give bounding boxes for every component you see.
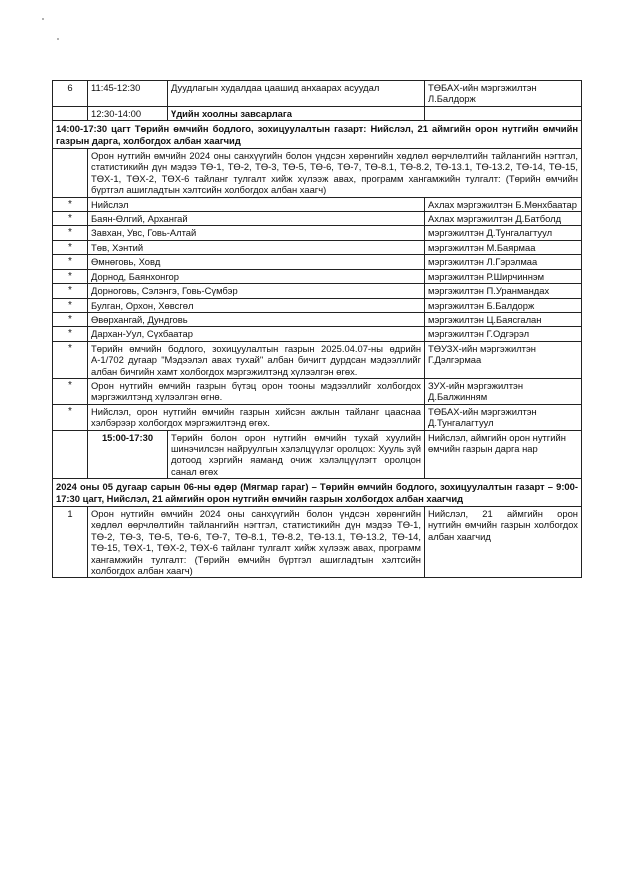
table-row: [53, 298, 582, 312]
time-cell: 11:45-12:30: [88, 81, 168, 107]
speaker-cell: мэргэжилтэн Б.Балдорж: [425, 298, 582, 312]
region-name: Өвөрхангай, Дундговь: [88, 312, 425, 326]
empty-cell: [53, 106, 88, 120]
table-row: [53, 269, 582, 283]
bullet-marker: *: [53, 341, 88, 378]
task-description: Орон нутгийн өмчийн 2024 оны санхүүгийн болон үндсэн хөрөнгийн хөдлөл өөрчлөлтийн тайлангийн нэгтгэл, статистикийн дүн мэдээ ТӨ-1, ТӨ-2, ТӨ-3, ТӨ-5, ТӨ-6, ТӨ-7, ТӨ-8.1, ТӨ-8.2, ТӨ-13.1, ТӨ-13.2, ТӨ-14, ТӨ-15, ТӨХ-1, ТӨХ-2, ТӨХ-6 тайланг тулгалт хийж хүлээж авах, программ хангамжийн тулгалт: (Төрийн өмчийн бүртгэл ашигладтын хэлтсийн холбогдох албан хаагч): [88, 507, 425, 578]
empty-cell: [425, 106, 582, 120]
region-name: Баян-Өлгий, Архангай: [88, 212, 425, 226]
schedule-table: [52, 80, 582, 578]
region-name: Дархан-Уул, Сүхбаатар: [88, 327, 425, 341]
table-row: [53, 226, 582, 240]
table-row: [53, 255, 582, 269]
scan-speck: [57, 38, 59, 40]
region-name: Булган, Орхон, Хөвсгөл: [88, 298, 425, 312]
bullet-marker: *: [53, 284, 88, 298]
speaker-cell: Нийслэл, аймгийн орон нутгийн өмчийн газрын дарга нар: [425, 430, 582, 479]
region-name: Завхан, Увс, Говь-Алтай: [88, 226, 425, 240]
table-row: [53, 284, 582, 298]
speaker-cell: мэргэжилтэн Р.Ширчиннэм: [425, 269, 582, 283]
row-number: 1: [53, 507, 88, 578]
time-cell: 15:00-17:30: [88, 430, 168, 479]
empty-cell: [53, 149, 88, 198]
speaker-cell: ТӨБАХ-ийн мэргэжилтэн Д.Тунгалагтуул: [425, 404, 582, 430]
bullet-marker: *: [53, 255, 88, 269]
time-cell: 12:30-14:00: [88, 106, 168, 120]
section-heading-row: [53, 121, 582, 149]
speaker-cell: мэргэжилтэн Г.Одгэрэл: [425, 327, 582, 341]
bullet-marker: *: [53, 197, 88, 211]
task-description: Төрийн болон орон нутгийн өмчийн тухай хуулийн шинэчилсэн найруулгын хэлэлцүүлэг оролцох: Хууль зүй дотоод хэргийн яаманд очиж хэлэлцүүлэгт оролцон санал өгөх: [168, 430, 425, 479]
region-name: Өмнөговь, Ховд: [88, 255, 425, 269]
table-row: [53, 240, 582, 254]
section-heading: 2024 оны 05 дугаар сарын 06-ны өдөр (Мягмар гараг) – Төрийн өмчийн бодлого, зохицуулалтын газарт – 9:00-17:30 цагт, Нийслэл, 21 аймгийн орон нутгийн өмчийн газрын холбогдох албан хаагчид: [53, 479, 582, 507]
speaker-cell: ЗУХ-ийн мэргэжилтэн Д.Балжинням: [425, 378, 582, 404]
bullet-marker: *: [53, 312, 88, 326]
region-name: Төв, Хэнтий: [88, 240, 425, 254]
scan-speck: [42, 18, 44, 20]
speaker-cell: Ахлах мэргэжилтэн Б.Мөнхбаатар: [425, 197, 582, 211]
speaker-cell: ТӨБАХ-ийн мэргэжилтэн Л.Балдорж: [425, 81, 582, 107]
task-description: Нийслэл, орон нутгийн өмчийн газрын хийсэн ажлын тайланг цааснаа хэлбэрээр холбогдох мэргэжилтэнд өгөх.: [88, 404, 425, 430]
task-description: Орон нутгийн өмчийн 2024 оны санхүүгийн болон үндсэн хөрөнгийн хөдлөл өөрчлөлтийн тайлангийн нэгтгэл, статистикийн дүн мэдээ ТӨ-1, ТӨ-2, ТӨ-3, ТӨ-5, ТӨ-6, ТӨ-7, ТӨ-8.1, ТӨ-8.2, ТӨ-13.1, ТӨ-13.2, ТӨ-14, ТӨ-15, ТӨХ-1, ТӨХ-2, ТӨХ-6 тайланг тулгалт хийж хүлээж авах, программ хангамжийн тулгалт: (Төрийн өмчийн бүртгэл ашигладтын хэлтсийн холбогдох албан хаагч): [88, 149, 582, 198]
bullet-marker: *: [53, 226, 88, 240]
table-row: [53, 378, 582, 404]
empty-cell: [53, 430, 88, 479]
speaker-cell: мэргэжилтэн Д.Тунгалагтуул: [425, 226, 582, 240]
task-description: Төрийн өмчийн бодлого, зохицуулалтын газрын 2025.04.07-ны өдрийн А-1/702 дугаар "Мэдээлэл авах тухай" албан бичигт дурдсан мэдээллийг албан бичгийн хамт холбогдох мэргэжилтэнд хүлээлгэн өгөх.: [88, 341, 425, 378]
speaker-cell: мэргэжилтэн П.Уранмандах: [425, 284, 582, 298]
bullet-marker: *: [53, 404, 88, 430]
bullet-marker: *: [53, 269, 88, 283]
table-row: [53, 507, 582, 578]
speaker-cell: мэргэжилтэн М.Баярмаа: [425, 240, 582, 254]
task-description: Орон нутгийн өмчийн газрын бүтэц орон тооны мэдээллийг холбогдох мэргэжилтэнд хүлээлгэн өгнө.: [88, 378, 425, 404]
table-row: [53, 327, 582, 341]
bullet-marker: *: [53, 212, 88, 226]
section-heading-row: [53, 479, 582, 507]
table-row: [53, 197, 582, 211]
table-row: [53, 106, 582, 120]
row-number: 6: [53, 81, 88, 107]
speaker-cell: мэргэжилтэн Ц.Баясгалан: [425, 312, 582, 326]
speaker-cell: Ахлах мэргэжилтэн Д.Батболд: [425, 212, 582, 226]
region-name: Дорноговь, Сэлэнгэ, Говь-Сүмбэр: [88, 284, 425, 298]
table-row: [53, 81, 582, 107]
section-heading: 14:00-17:30 цагт Төрийн өмчийн бодлого, зохицуулалтын газарт: Нийслэл, 21 аймгийн орон нутгийн өмчийн газрын дарга, холбогдох албан хаагчид: [53, 121, 582, 149]
table-row: [53, 312, 582, 326]
table-row: [53, 341, 582, 378]
table-row: [53, 404, 582, 430]
table-row: [53, 212, 582, 226]
region-name: Дорнод, Баянхонгор: [88, 269, 425, 283]
region-name: Нийслэл: [88, 197, 425, 211]
speaker-cell: мэргэжилтэн Л.Гэрэлмаа: [425, 255, 582, 269]
speaker-cell: ТӨУЗХ-ийн мэргэжилтэн Г.Дэлгэрмаа: [425, 341, 582, 378]
bullet-marker: *: [53, 298, 88, 312]
lunch-break-label: Үдийн хоолны завсарлага: [168, 106, 425, 120]
table-row: [53, 149, 582, 198]
bullet-marker: *: [53, 240, 88, 254]
bullet-marker: *: [53, 327, 88, 341]
speaker-cell: Нийслэл, 21 аймгийн орон нутгийн өмчийн газрын холбогдох албан хаагчид: [425, 507, 582, 578]
table-row: [53, 430, 582, 479]
bullet-marker: *: [53, 378, 88, 404]
topic-cell: Дуудлагын худалдаа цаашид анхаарах асуудал: [168, 81, 425, 107]
